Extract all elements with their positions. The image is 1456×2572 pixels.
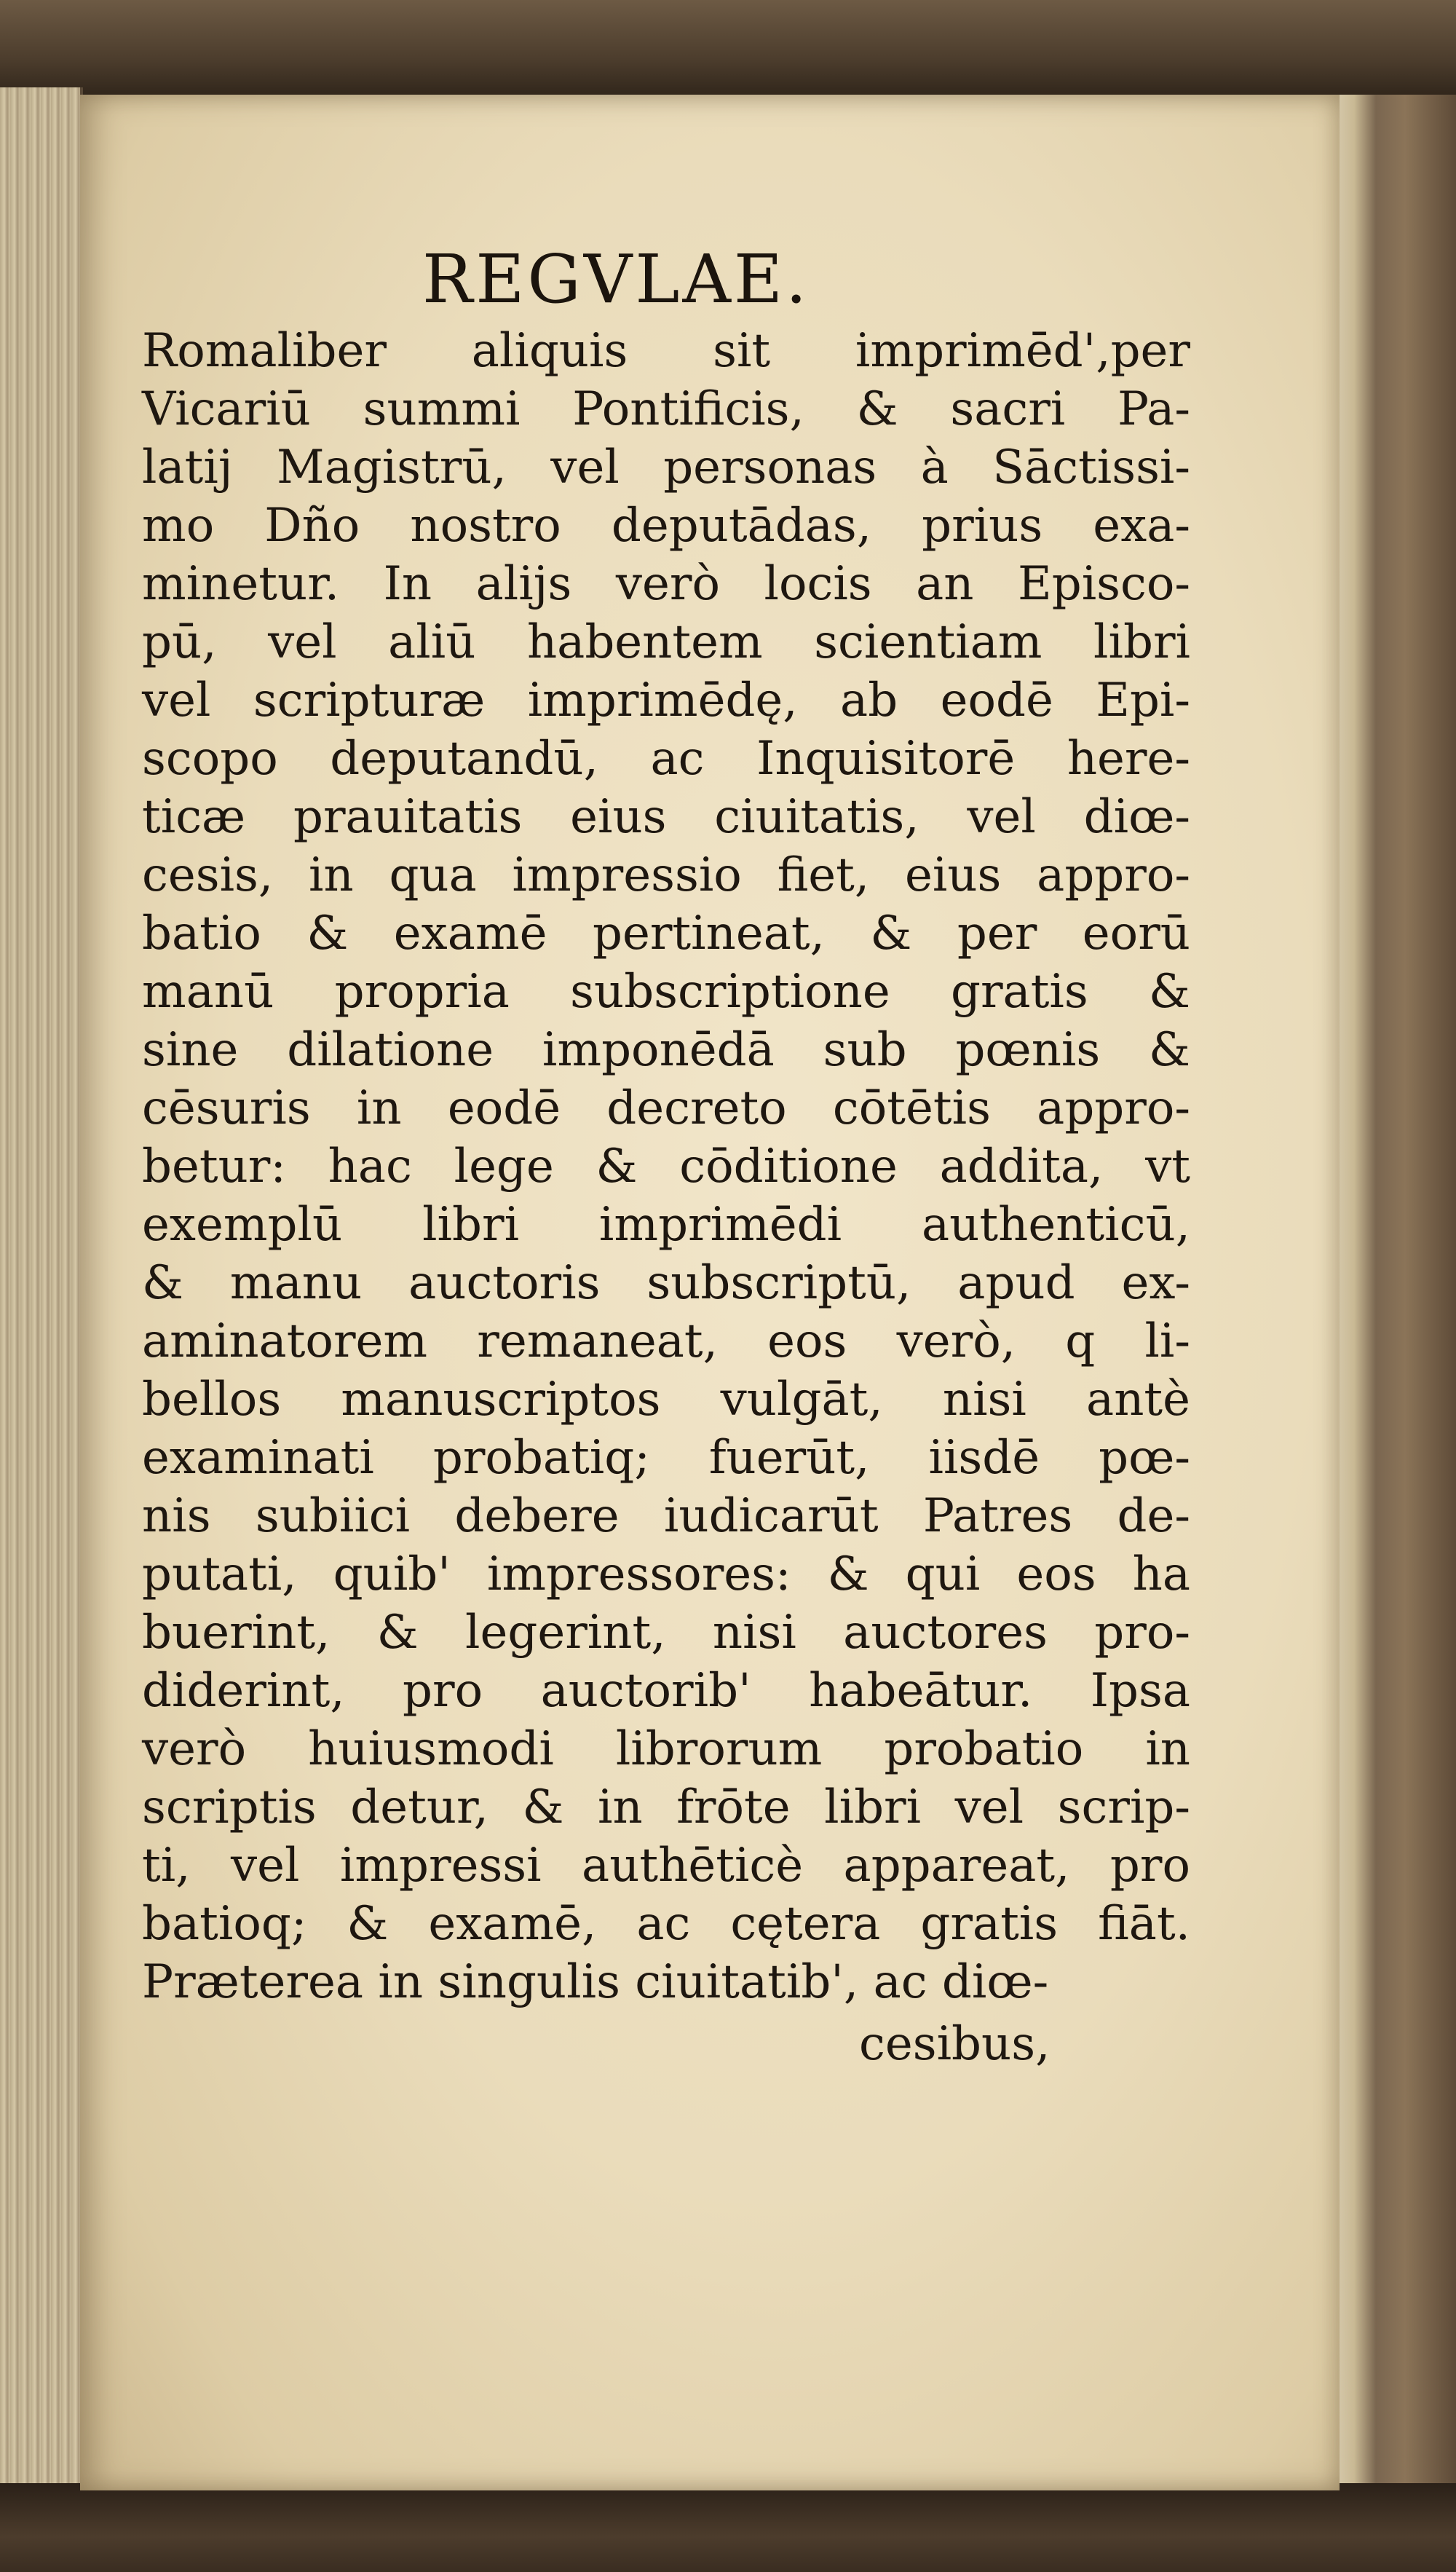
text-line: mo Dño nostro deputādas, prius exa- [142,499,1190,553]
text-line: & manu auctoris subscriptū, apud ex- [142,1256,1190,1310]
text-line: Romaliber aliquis sit imprimēd',per [142,324,1190,378]
book-right-edge [1332,95,1456,2490]
text-line: batioq; & examē, ac cętera gratis fiāt. [142,1897,1190,1951]
book-left-leaves [0,87,83,2490]
text-line: Vicariū summi Pontificis, & sacri Pa- [142,382,1190,436]
text-line: diderint, pro auctorib' habeātur. Ipsa [142,1664,1190,1718]
text-line: batio & examē pertineat, & per eorū [142,907,1190,960]
text-line: cesis, in qua impressio fiet, eius appro- [142,848,1190,902]
text-line: examinati probatiq; fuerūt, iisdē pœ- [142,1431,1190,1485]
text-line: scopo deputandū, ac Inquisitorē here- [142,732,1190,786]
page-heading: REGVLAE. [422,240,810,318]
text-line: buerint, & legerint, nisi auctores pro- [142,1606,1190,1660]
text-line: scriptis detur, & in frōte libri vel scrip- [142,1780,1190,1834]
text-line: latij Magistrū, vel personas à Sāctissi- [142,441,1190,494]
text-line: pū, vel aliū habentem scientiam libri [142,615,1190,669]
text-line: ticæ prauitatis eius ciuitatis, vel diœ- [142,790,1190,844]
catchword: cesibus, [859,2017,1051,2071]
text-line: cēsuris in eodē decreto cōtētis appro- [142,1081,1190,1135]
book-page [80,95,1340,2490]
text-line: aminatorem remaneat, eos verò, q li- [142,1314,1190,1368]
text-line: nis subiici debere iudicarūt Patres de- [142,1489,1190,1543]
book-top-edge [0,0,1456,102]
text-line: betur: hac lege & cōditione addita, vt [142,1140,1190,1194]
text-line: manū propria subscriptione gratis & [142,965,1190,1019]
text-line: ti, vel impressi authēticè appareat, pro [142,1839,1190,1893]
text-line: putati, quib' impressores: & qui eos ha [142,1547,1190,1601]
text-line: sine dilatione imponēdā sub pœnis & [142,1023,1190,1077]
text-line: verò huiusmodi librorum probatio in [142,1722,1190,1776]
text-line: Præterea in singulis ciuitatib', ac diœ- [142,1955,1049,2009]
text-line: vel scripturæ imprimēdę, ab eodē Epi- [142,674,1190,727]
text-line: exemplū libri imprimēdi authenticū, [142,1198,1190,1252]
text-line: bellos manuscriptos vulgāt, nisi antè [142,1373,1190,1427]
text-line: minetur. In alijs verò locis an Episco- [142,557,1190,611]
book-bottom-edge [0,2483,1456,2572]
